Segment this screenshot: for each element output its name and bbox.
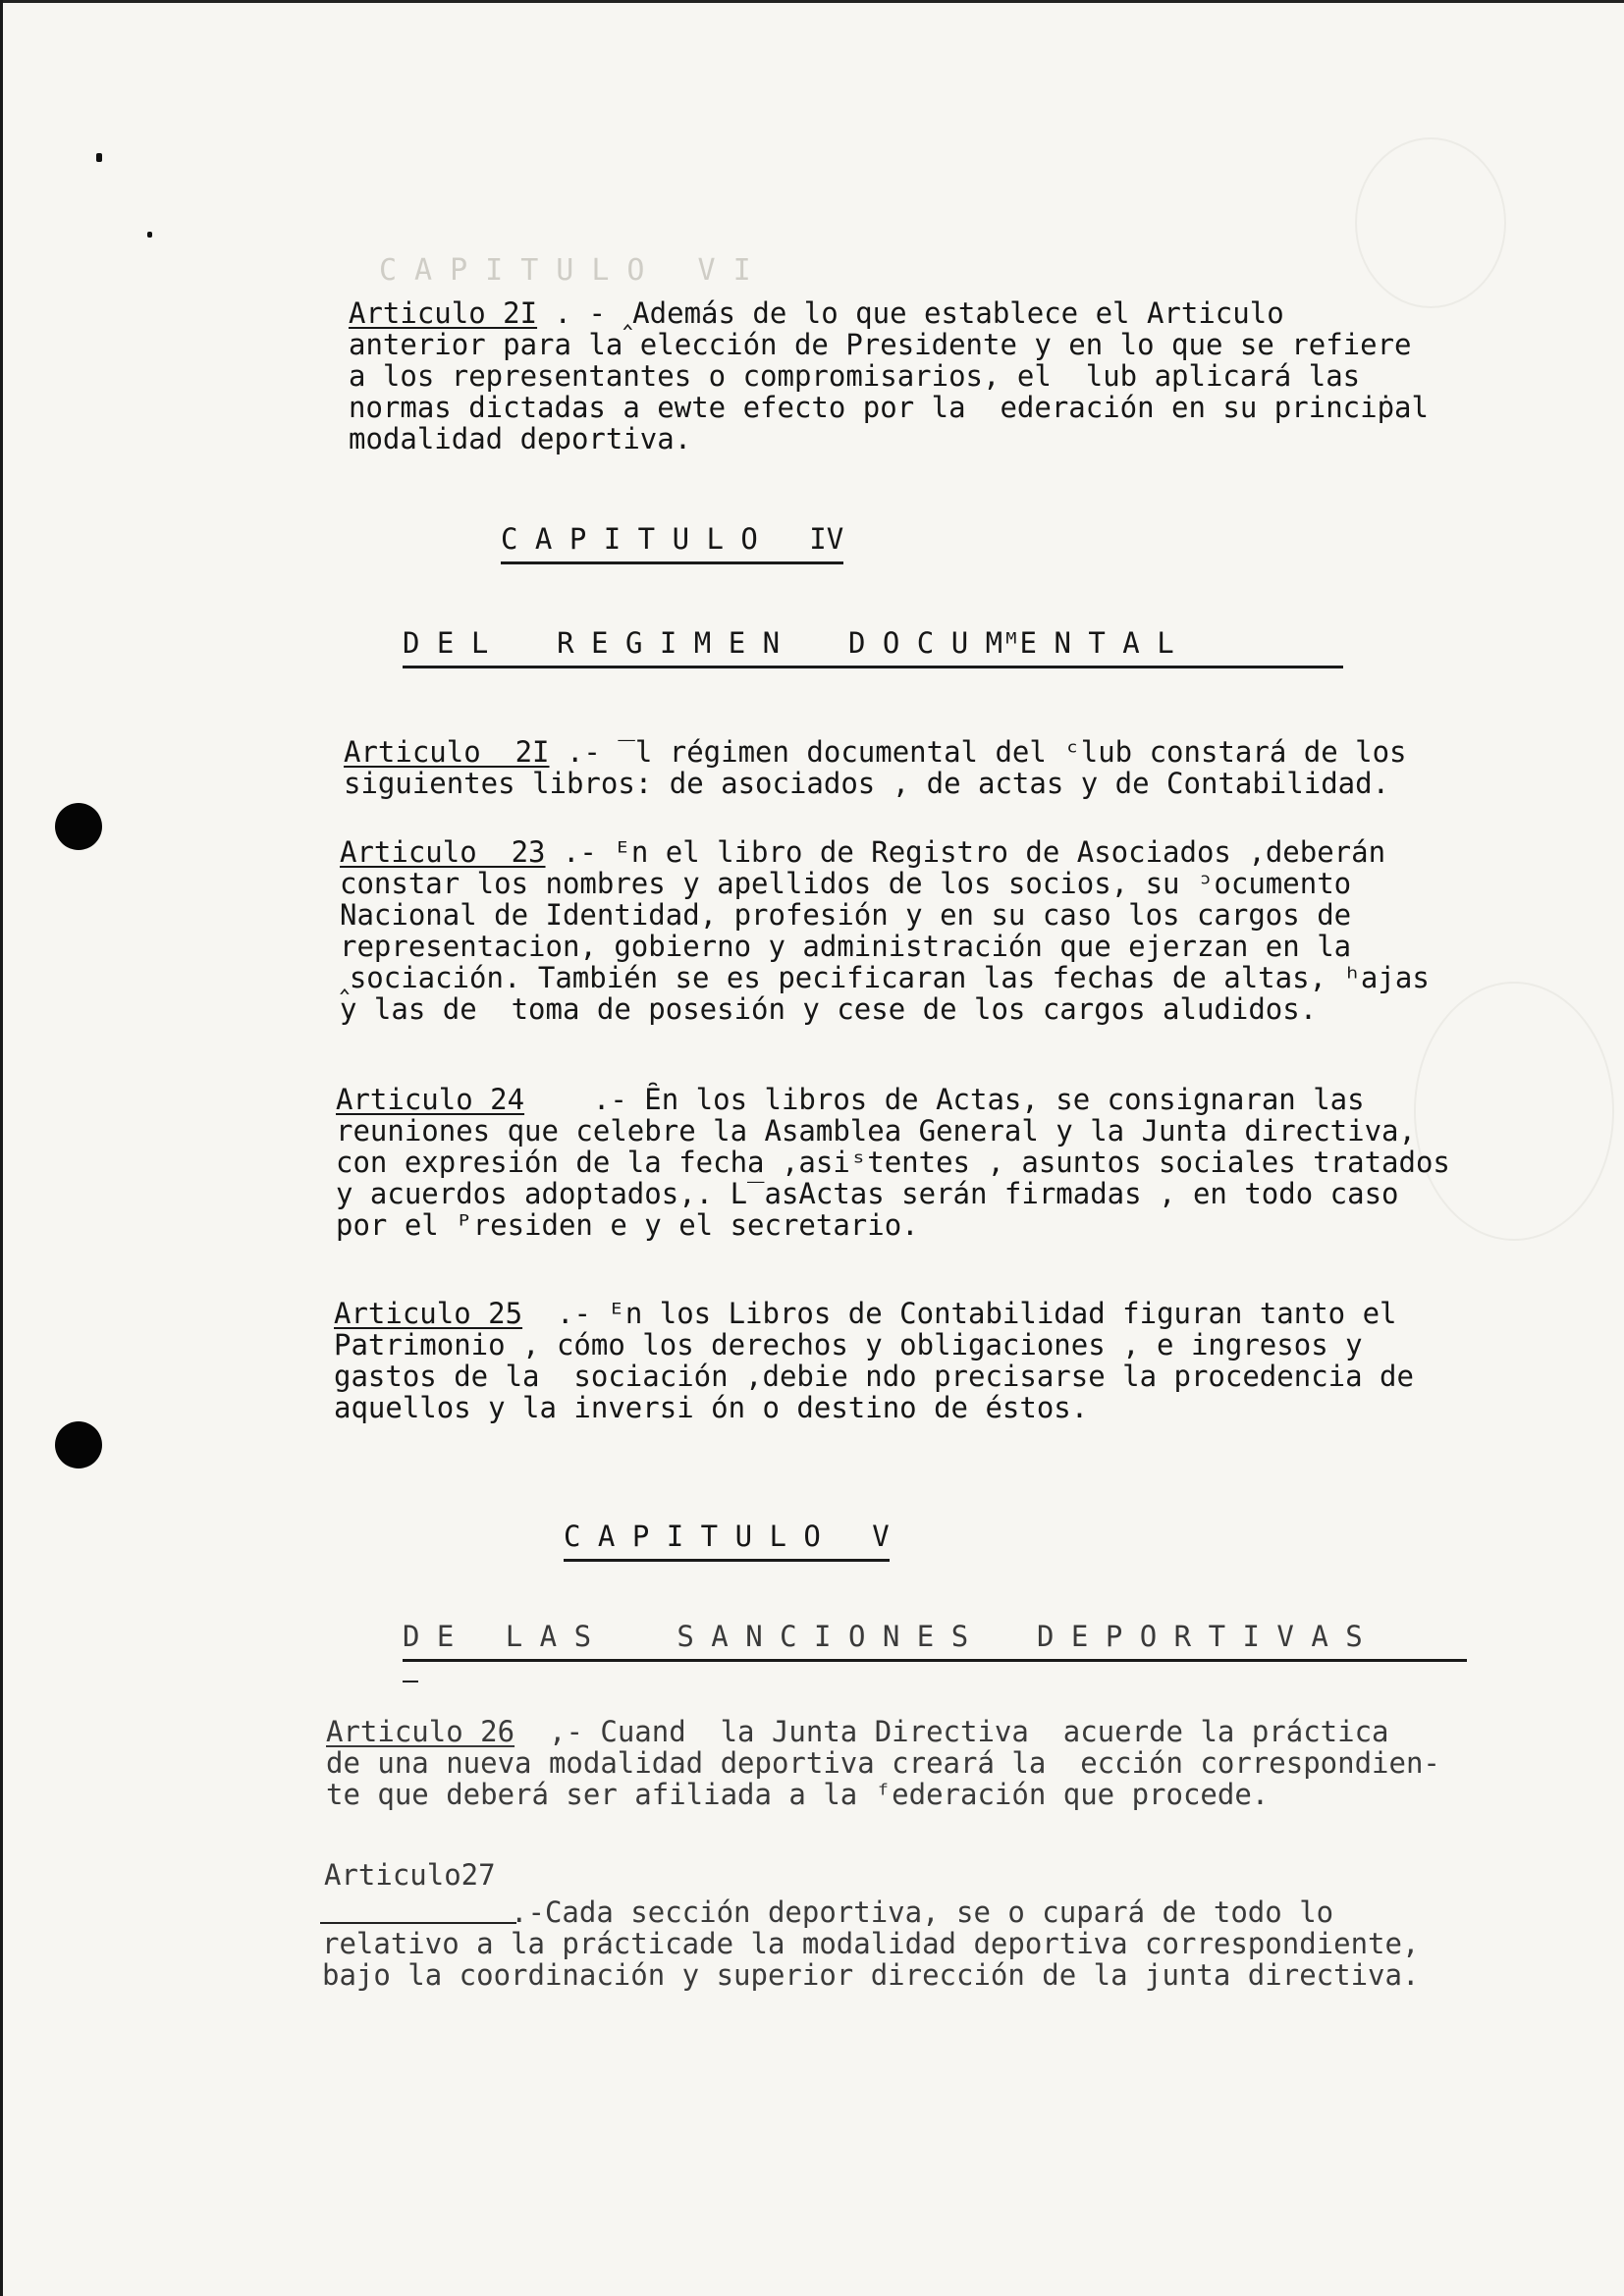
article-25: [334, 1298, 1414, 1423]
article-text-line: modalidad deportiva.: [349, 422, 692, 455]
article-label: Articulo 26: [326, 1715, 515, 1748]
article-text-line: te que deberá ser afiliada a la ᶠederación que procede.: [326, 1778, 1270, 1811]
stray-dash: [403, 1681, 418, 1682]
article-text-line: .- ᴱn los Libros de Contabilidad figuran tanto el: [522, 1297, 1397, 1330]
article-text-line: .- ᴱn el libro de Registro de Asociados ,deberán: [545, 835, 1386, 869]
article-text-line: . - ‸Además de lo que establece el Articulo: [537, 296, 1284, 330]
article-text-line: relativo a la prácticade la modalidad deportiva correspondiente,: [322, 1927, 1420, 1960]
article-text-line: Patrimonio , cómo los derechos y obligaciones , e ingresos y: [334, 1328, 1363, 1362]
article-27-text: [322, 1896, 1419, 1991]
article-text-line: bajo la coordinación y superior dirección de la junta directiva.: [322, 1958, 1420, 1992]
article-text-line: a los representantes o compromisarios, el lub aplicará las: [349, 359, 1361, 393]
article-text-line: siguientes libros: de asociados , de actas y de Contabilidad.: [344, 767, 1390, 800]
article-23: [340, 836, 1430, 1025]
article-text-line: reuniones que celebre la Asamblea General y la Junta directiva,: [336, 1114, 1416, 1148]
article-24: [336, 1084, 1450, 1241]
article-text-line: representacion, gobierno y administración que ejerzan en la: [340, 930, 1352, 963]
chapter-v-subtitle: D E L A S S A N C I O N E S D E P O R T I V A S: [403, 1620, 1467, 1662]
article-text-line: ,- Cuand la Junta Directiva acuerde la práctica: [514, 1715, 1389, 1748]
chapter-iv-subtitle: D E L R E G I M E N D O C U MᴹE N T A L: [403, 626, 1343, 668]
article-text-line: constar los nombres y apellidos de los socios, su ᵓocumento: [340, 867, 1352, 900]
article-text-line: .- Ȇn los libros de Actas, se consignaran las: [524, 1083, 1365, 1116]
article-text-line: Nacional de Identidad, profesión y en su caso los cargos de: [340, 898, 1352, 932]
article-text-line: aquellos y la inversi ón o destino de éstos.: [334, 1391, 1089, 1424]
article-21-first: [349, 297, 1429, 454]
article-text-line: normas dictadas a ewte efecto por la ederación en su princiṗal: [349, 391, 1429, 424]
bleed-through-mark: [1355, 137, 1506, 308]
chapter-iv-title: C A P I T U L O IV: [501, 522, 843, 564]
scan-border-top: [0, 0, 1624, 3]
scan-border-left: [0, 0, 3, 2296]
punch-hole-icon: [55, 1421, 102, 1468]
speck-mark: [147, 232, 152, 238]
article-27: [324, 1859, 496, 1891]
article-text-line: gastos de la sociación ,debie ndo precisarse la procedencia de: [334, 1360, 1414, 1393]
punch-hole-icon: [55, 803, 102, 850]
article-text-line: y las de toma de posesión y cese de los cargos aludidos.: [340, 992, 1318, 1026]
article-text-line: ‸sociación. También se es pecificaran las fechas de altas, ʰajas: [340, 961, 1430, 994]
ghost-heading: CAPITULO VI: [379, 253, 769, 288]
article-label: Articulo 2I: [344, 735, 550, 769]
article-text-line: anterior para la elección de Presidente y en lo que se refiere: [349, 328, 1412, 361]
article-label: Articulo 25: [334, 1297, 523, 1330]
article-label: Articulo 23: [340, 835, 546, 869]
article-label: Articulo 2I: [349, 296, 538, 330]
article-text-line: y acuerdos adoptados,. L‾asActas serán firmadas , en todo caso: [336, 1177, 1399, 1210]
speck-mark: [96, 153, 102, 162]
chapter-v-title: C A P I T U L O V: [564, 1520, 890, 1562]
article-text-line: por el ᴾresiden e y el secretario.: [336, 1208, 919, 1242]
article-text-line: con expresión de la fecha ,asiˢtentes , asuntos sociales tratados: [336, 1146, 1450, 1179]
article-26: [326, 1716, 1440, 1810]
article-text-line: .-Cada sección deportiva, se o cupará de todo lo: [322, 1896, 1334, 1929]
article-text-line: de una nueva modalidad deportiva creará la ección correspondien-: [326, 1746, 1440, 1780]
article-label: Articulo 24: [336, 1083, 525, 1116]
article-text-line: .- ‾l régimen documental del ᶜlub constará de los: [549, 735, 1407, 769]
article-label: Articulo27: [324, 1858, 496, 1892]
article-21-second: [344, 736, 1407, 799]
